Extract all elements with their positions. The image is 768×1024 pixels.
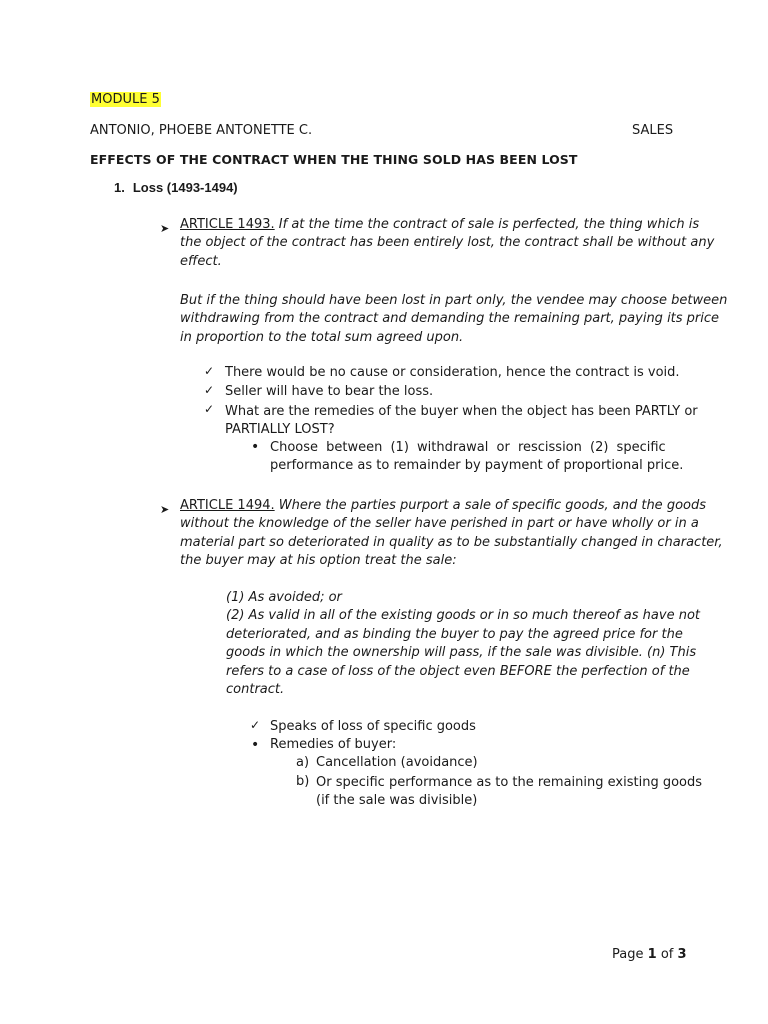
document-title: EFFECTS OF THE CONTRACT WHEN THE THING SOLD HAS BEEN LOST — [90, 152, 578, 167]
checkmark-icon: ✓ — [250, 718, 261, 732]
list-marker: b) — [296, 774, 310, 789]
module-label: MODULE 5 — [91, 92, 160, 107]
checkmark-icon: ✓ — [204, 364, 215, 378]
list-item: Choose between (1) withdrawal or rescission (2) specific performance as to remainder by payment of proportional price. — [270, 440, 684, 474]
subject-label: SALES — [632, 123, 674, 138]
page-number: Page 1 of 3 — [612, 947, 687, 962]
section-number: 1. — [114, 180, 125, 195]
list-item: What are the remedies of the buyer when the object has been PARTLY or PARTIALLY LOST? — [225, 404, 698, 438]
list-item: Speaks of loss of specific goods — [270, 719, 476, 734]
arrow-bullet-icon: ➤ — [160, 503, 170, 516]
author-name: ANTONIO, PHOEBE ANTONETTE C. — [90, 123, 313, 138]
section-title: Loss (1493-1494) — [132, 180, 238, 195]
list-item: There would be no cause or consideration, hence the contract is void. — [225, 365, 680, 380]
article-1494-label: ARTICLE 1494. — [180, 498, 275, 513]
list-item: Remedies of buyer: — [270, 737, 397, 752]
checkmark-icon: ✓ — [204, 402, 215, 416]
arrow-bullet-icon: ➤ — [160, 222, 170, 235]
list-item: Seller will have to bear the loss. — [225, 384, 434, 399]
article-1493-text: ARTICLE 1493. If at the time the contract of sale is perfected, the thing which is the object of the contract has been entirely lost, the contract shall be without any effect. — [180, 217, 715, 269]
article-1493-paragraph-2: But if the thing should have been lost in part only, the vendee may choose between withdrawing from the contract and demanding the remaining part, paying its price in proportion to the total sum agreed upon. — [180, 293, 728, 345]
round-bullet-icon: • — [251, 439, 260, 455]
list-marker: a) — [296, 755, 310, 770]
checkmark-icon: ✓ — [204, 383, 215, 397]
list-item: Or specific performance as to the remaining existing goods (if the sale was divisible) — [316, 775, 703, 809]
article-1494-options: (1) As avoided; or (2) As valid in all of the existing goods or in so much thereof as have not deteriorated, and as binding the buyer to pay the agreed price for the goods in which the ownership will pass, if the sale was divisible. (n) This refers to a case of loss of the object even BEFORE the perfection of the contract. — [226, 590, 700, 698]
list-item: Cancellation (avoidance) — [316, 755, 478, 770]
article-1494-text: ARTICLE 1494. Where the parties purport a sale of specific goods, and the goods without the knowledge of the seller have perished in part or have wholly or in a material part so deteriorated in quality as to be substantially changed in character, the buyer may at his option treat the sale: — [180, 498, 723, 569]
round-bullet-icon: • — [251, 737, 260, 753]
section-heading — [114, 180, 238, 195]
article-1493-label: ARTICLE 1493. — [180, 217, 275, 232]
